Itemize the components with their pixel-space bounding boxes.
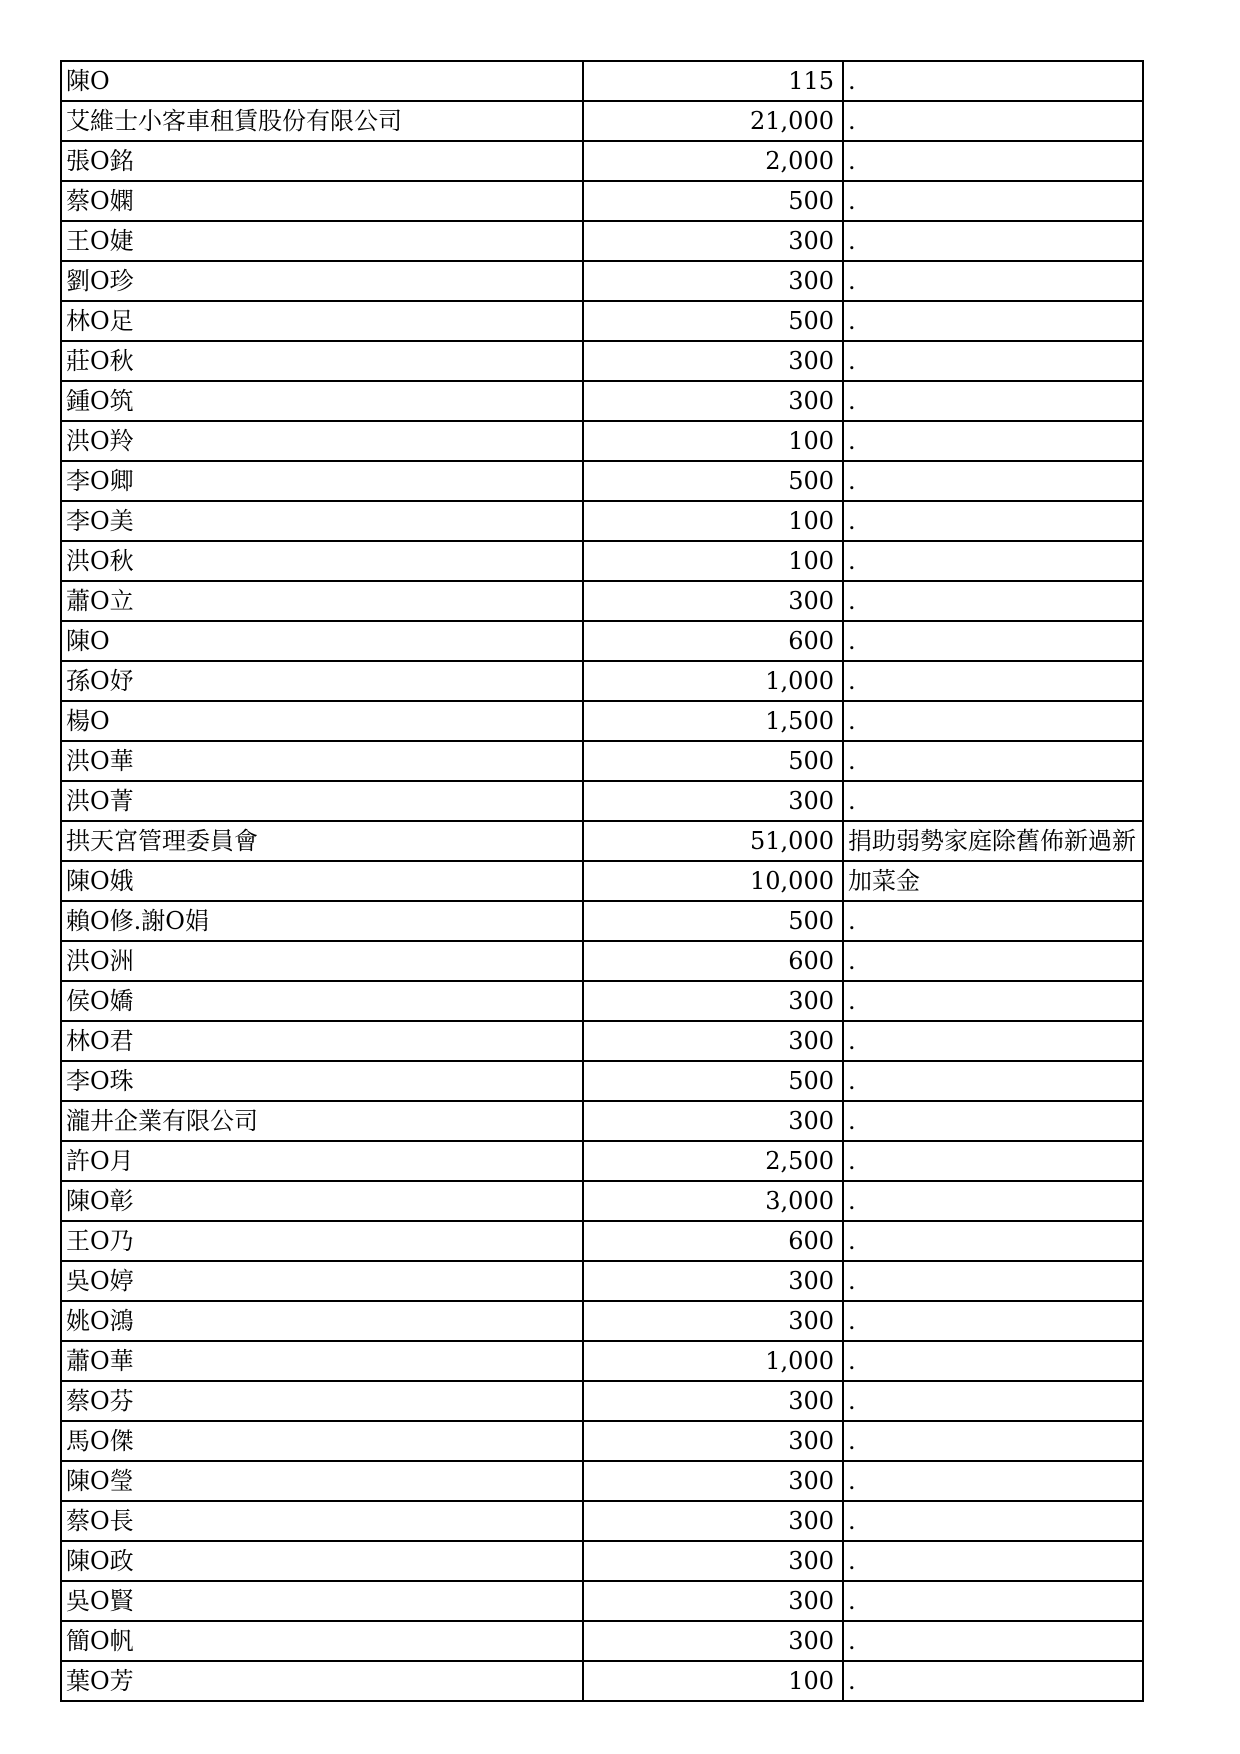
table-row <box>61 421 1143 461</box>
donation-note-cell: . <box>843 1181 1143 1221</box>
donor-name-cell: 林O君 <box>61 1021 583 1061</box>
donor-name-cell: 葉O芳 <box>61 1661 583 1701</box>
donation-amount-cell: 3,000 <box>583 1181 843 1221</box>
donation-note-cell: . <box>843 141 1143 181</box>
table-row <box>61 261 1143 301</box>
donor-name-cell: 王O婕 <box>61 221 583 261</box>
donor-name-cell: 瀧井企業有限公司 <box>61 1101 583 1141</box>
table-row <box>61 301 1143 341</box>
donation-table-body <box>61 61 1143 1701</box>
table-row <box>61 1501 1143 1541</box>
donation-note-cell: . <box>843 1581 1143 1621</box>
donation-note-cell: . <box>843 1621 1143 1661</box>
donation-amount-cell: 300 <box>583 1421 843 1461</box>
donation-note-cell: . <box>843 61 1143 101</box>
donation-note-cell: . <box>843 1541 1143 1581</box>
donor-name-cell: 洪O秋 <box>61 541 583 581</box>
donor-name-cell: 簡O帆 <box>61 1621 583 1661</box>
donation-note-cell: . <box>843 901 1143 941</box>
donation-note-cell: . <box>843 101 1143 141</box>
donation-note-cell: 加菜金 <box>843 861 1143 901</box>
donation-amount-cell: 1,500 <box>583 701 843 741</box>
donor-name-cell: 陳O <box>61 621 583 661</box>
donation-amount-cell: 300 <box>583 1101 843 1141</box>
donation-amount-cell: 500 <box>583 741 843 781</box>
table-row <box>61 1581 1143 1621</box>
donation-note-cell: . <box>843 421 1143 461</box>
table-row <box>61 1661 1143 1701</box>
donation-amount-cell: 500 <box>583 181 843 221</box>
table-row <box>61 181 1143 221</box>
table-row <box>61 61 1143 101</box>
donation-amount-cell: 300 <box>583 341 843 381</box>
donor-name-cell: 莊O秋 <box>61 341 583 381</box>
donation-amount-cell: 21,000 <box>583 101 843 141</box>
table-row <box>61 1021 1143 1061</box>
donation-amount-cell: 100 <box>583 501 843 541</box>
table-row <box>61 1101 1143 1141</box>
donor-name-cell: 蔡O嫻 <box>61 181 583 221</box>
donor-name-cell: 鍾O筑 <box>61 381 583 421</box>
donation-amount-cell: 300 <box>583 1501 843 1541</box>
donation-note-cell: . <box>843 541 1143 581</box>
table-row <box>61 221 1143 261</box>
donor-name-cell: 侯O嬌 <box>61 981 583 1021</box>
donation-amount-cell: 2,000 <box>583 141 843 181</box>
donor-name-cell: 洪O羚 <box>61 421 583 461</box>
donation-amount-cell: 600 <box>583 1221 843 1261</box>
donation-note-cell: . <box>843 341 1143 381</box>
donor-name-cell: 陳O政 <box>61 1541 583 1581</box>
table-row <box>61 381 1143 421</box>
donation-amount-cell: 300 <box>583 1261 843 1301</box>
donation-note-cell: . <box>843 1501 1143 1541</box>
donor-name-cell: 楊O <box>61 701 583 741</box>
table-row <box>61 1461 1143 1501</box>
table-row <box>61 1141 1143 1181</box>
table-row <box>61 1261 1143 1301</box>
table-row <box>61 1541 1143 1581</box>
donation-amount-cell: 300 <box>583 221 843 261</box>
table-row <box>61 621 1143 661</box>
donor-name-cell: 洪O菁 <box>61 781 583 821</box>
donation-amount-cell: 300 <box>583 1381 843 1421</box>
donation-amount-cell: 100 <box>583 541 843 581</box>
table-row <box>61 141 1143 181</box>
donation-note-cell: . <box>843 1221 1143 1261</box>
table-row <box>61 701 1143 741</box>
donation-note-cell: 捐助弱勢家庭除舊佈新過新 <box>843 821 1143 861</box>
donation-amount-cell: 300 <box>583 381 843 421</box>
donation-amount-cell: 600 <box>583 621 843 661</box>
donation-note-cell: . <box>843 1461 1143 1501</box>
donor-name-cell: 吳O婷 <box>61 1261 583 1301</box>
donation-note-cell: . <box>843 1141 1143 1181</box>
donor-name-cell: 蕭O華 <box>61 1341 583 1381</box>
donation-amount-cell: 1,000 <box>583 1341 843 1381</box>
donor-name-cell: 林O足 <box>61 301 583 341</box>
donor-name-cell: 陳O瑩 <box>61 1461 583 1501</box>
donation-note-cell: . <box>843 1301 1143 1341</box>
donation-note-cell: . <box>843 981 1143 1021</box>
donor-name-cell: 洪O華 <box>61 741 583 781</box>
donor-name-cell: 吳O賢 <box>61 1581 583 1621</box>
table-row <box>61 541 1143 581</box>
table-row <box>61 501 1143 541</box>
table-row <box>61 1621 1143 1661</box>
donation-amount-cell: 500 <box>583 301 843 341</box>
donor-name-cell: 張O銘 <box>61 141 583 181</box>
donation-note-cell: . <box>843 1101 1143 1141</box>
table-row <box>61 1221 1143 1261</box>
donation-amount-cell: 300 <box>583 1461 843 1501</box>
donation-amount-cell: 300 <box>583 1541 843 1581</box>
donation-amount-cell: 51,000 <box>583 821 843 861</box>
donation-amount-cell: 500 <box>583 461 843 501</box>
table-row <box>61 981 1143 1021</box>
donor-name-cell: 孫O妤 <box>61 661 583 701</box>
donation-amount-cell: 2,500 <box>583 1141 843 1181</box>
donation-note-cell: . <box>843 661 1143 701</box>
table-row <box>61 1181 1143 1221</box>
donation-note-cell: . <box>843 1261 1143 1301</box>
donor-name-cell: 蔡O芬 <box>61 1381 583 1421</box>
donation-note-cell: . <box>843 1381 1143 1421</box>
donation-note-cell: . <box>843 781 1143 821</box>
donation-amount-cell: 1,000 <box>583 661 843 701</box>
donor-name-cell: 姚O鴻 <box>61 1301 583 1341</box>
table-row <box>61 861 1143 901</box>
donation-note-cell: . <box>843 621 1143 661</box>
donation-table <box>60 60 1144 1702</box>
donor-name-cell: 蔡O長 <box>61 1501 583 1541</box>
donation-note-cell: . <box>843 701 1143 741</box>
table-row <box>61 1381 1143 1421</box>
donation-note-cell: . <box>843 1021 1143 1061</box>
table-row <box>61 581 1143 621</box>
donor-name-cell: 陳O <box>61 61 583 101</box>
donation-amount-cell: 300 <box>583 781 843 821</box>
table-row <box>61 341 1143 381</box>
donation-amount-cell: 100 <box>583 1661 843 1701</box>
donation-note-cell: . <box>843 1061 1143 1101</box>
donor-name-cell: 王O乃 <box>61 1221 583 1261</box>
donor-name-cell: 蕭O立 <box>61 581 583 621</box>
table-row <box>61 1421 1143 1461</box>
donation-note-cell: . <box>843 381 1143 421</box>
donor-name-cell: 拱天宮管理委員會 <box>61 821 583 861</box>
donation-note-cell: . <box>843 261 1143 301</box>
table-row <box>61 1061 1143 1101</box>
donor-name-cell: 李O美 <box>61 501 583 541</box>
donation-amount-cell: 10,000 <box>583 861 843 901</box>
donor-name-cell: 馬O傑 <box>61 1421 583 1461</box>
donation-amount-cell: 500 <box>583 901 843 941</box>
donor-name-cell: 洪O洲 <box>61 941 583 981</box>
donation-note-cell: . <box>843 181 1143 221</box>
donation-note-cell: . <box>843 741 1143 781</box>
table-row <box>61 661 1143 701</box>
table-row <box>61 1341 1143 1381</box>
donation-amount-cell: 300 <box>583 1301 843 1341</box>
donor-name-cell: 陳O娥 <box>61 861 583 901</box>
donation-amount-cell: 300 <box>583 981 843 1021</box>
donor-name-cell: 賴O修.謝O娟 <box>61 901 583 941</box>
donation-amount-cell: 300 <box>583 581 843 621</box>
donor-name-cell: 艾維士小客車租賃股份有限公司 <box>61 101 583 141</box>
donor-name-cell: 許O月 <box>61 1141 583 1181</box>
donation-note-cell: . <box>843 1341 1143 1381</box>
donation-amount-cell: 600 <box>583 941 843 981</box>
donation-note-cell: . <box>843 501 1143 541</box>
donation-note-cell: . <box>843 301 1143 341</box>
table-row <box>61 1301 1143 1341</box>
table-row <box>61 461 1143 501</box>
donation-amount-cell: 300 <box>583 1021 843 1061</box>
donation-amount-cell: 300 <box>583 1621 843 1661</box>
table-row <box>61 741 1143 781</box>
donor-name-cell: 李O卿 <box>61 461 583 501</box>
donor-name-cell: 陳O彰 <box>61 1181 583 1221</box>
donor-name-cell: 李O珠 <box>61 1061 583 1101</box>
table-row <box>61 781 1143 821</box>
donation-note-cell: . <box>843 941 1143 981</box>
donation-amount-cell: 100 <box>583 421 843 461</box>
donation-note-cell: . <box>843 1661 1143 1701</box>
table-row <box>61 821 1143 861</box>
donation-amount-cell: 300 <box>583 1581 843 1621</box>
donation-note-cell: . <box>843 1421 1143 1461</box>
table-row <box>61 941 1143 981</box>
donation-amount-cell: 300 <box>583 261 843 301</box>
donor-name-cell: 劉O珍 <box>61 261 583 301</box>
donation-note-cell: . <box>843 221 1143 261</box>
donation-amount-cell: 115 <box>583 61 843 101</box>
donation-note-cell: . <box>843 581 1143 621</box>
donation-note-cell: . <box>843 461 1143 501</box>
table-row <box>61 101 1143 141</box>
table-row <box>61 901 1143 941</box>
donation-amount-cell: 500 <box>583 1061 843 1101</box>
